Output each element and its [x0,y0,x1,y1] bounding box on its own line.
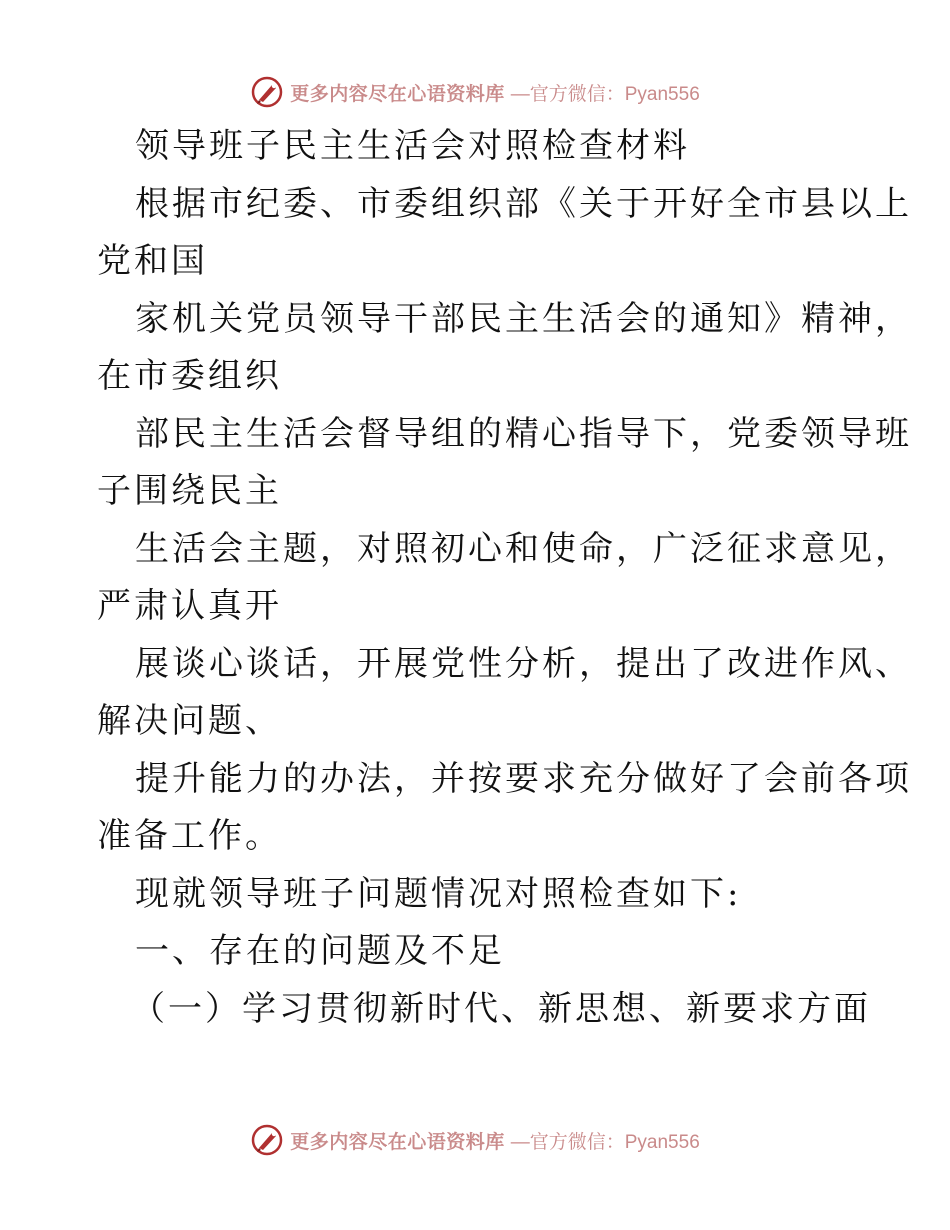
footer-watermark [0,1120,950,1160]
paragraph-line: 准备工作。 [97,816,282,856]
paragraph-line: 严肃认真开 [97,586,282,626]
paragraph-line: 部民主生活会督导组的精心指导下，党委领导班 [135,413,912,454]
paragraph-line: 生活会主题，对照初心和使命，广泛征求意见， [135,528,912,569]
watermark-brand-text: 更多内容尽在心语资料库 [290,82,505,105]
paragraph-line: 家机关党员领导干部民主生活会的通知》精神， [135,298,912,339]
watermark-contact-text: —官方微信：Pyan556 [510,1131,700,1153]
document-title: 领导班子民主生活会对照检查材料 [135,126,690,166]
paragraph-line: 在市委组织 [97,356,282,396]
pen-logo-icon [250,75,284,109]
paragraph-line: 根据市纪委、市委组织部《关于开好全市县以上 [135,183,912,224]
watermark-contact-text: —官方微信：Pyan556 [510,83,700,105]
section-heading: 一、存在的问题及不足 [135,931,505,971]
pen-logo-icon [250,1123,284,1157]
paragraph-line: 提升能力的办法，并按要求充分做好了会前各项 [135,758,912,799]
watermark-brand-text: 更多内容尽在心语资料库 [290,1130,505,1153]
paragraph-line: 展谈心谈话，开展党性分析，提出了改进作风、 [135,643,912,684]
paragraph-line: 现就领导班子问题情况对照检查如下: [135,873,742,914]
header-watermark [0,72,950,112]
paragraph-line: 子围绕民主 [97,471,282,511]
paragraph-line: 党和国 [97,241,208,281]
document-body [97,118,912,1038]
paragraph-line: 解决问题、 [97,701,282,741]
subsection-heading: （一）学习贯彻新时代、新思想、新要求方面 [131,988,871,1029]
